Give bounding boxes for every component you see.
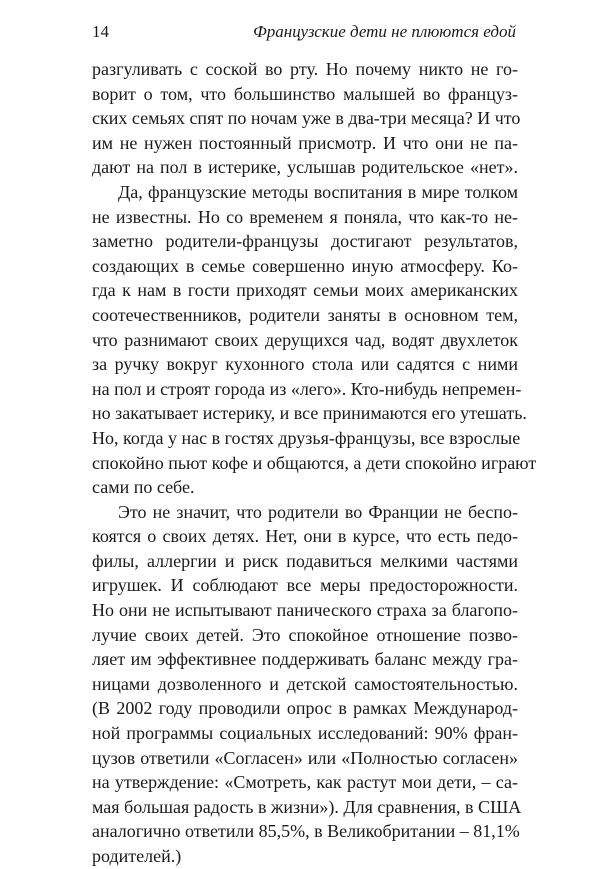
text-line: им не нужен постоянный присмотр. И что они не па- [92,132,518,153]
text-line: Это не значит, что родители во Франции не беспо- [118,501,518,522]
text-line: на утверждение: «Смотреть, как растут мои дети, – са- [92,772,518,793]
text-line: создающих в семье совершенно иную атмосферу. Ко- [92,255,518,276]
text-line: аналогично ответили 85,5%, в Великобритании – 81,1% [92,821,520,842]
text-line: лучие своих детей. Это спокойное отношение позво- [92,624,518,645]
text-line: ских семьях спят по ночам уже в два-три месяца? И что [92,108,521,129]
text-line: (В 2002 году проводили опрос в рамках Международ- [92,698,518,719]
text-line: но закатывает истерику, и все принимаются его утешать. [92,403,527,424]
page-header [92,22,516,44]
text-line: спокойно пьют кофе и общаются, а дети спокойно играют [92,452,537,473]
text-line: не известны. Но со временем я поняла, что как-то не- [92,206,518,227]
text-line: цузов ответили «Согласен» или «Полностью согласен» [92,747,518,768]
text-line: за ручку вокруг кухонного стола или садятся с ними [92,354,518,375]
text-line: заметно родители-французы достигают результатов, [92,231,518,252]
text-line: коятся о своих детях. Нет, они в курсе, что есть педо- [92,526,518,547]
text-line: филы, аллергии и риск подавиться мелкими частями [92,550,518,571]
text-line: гда к нам в гости приходят семьи моих американских [92,280,518,301]
text-line: мая большая радость в жизни»). Для сравнения, в США [92,796,522,817]
text-line: соотечественников, родители заняты в основном тем, [92,304,518,325]
text-line: что разнимают своих дерущихся чад, водят двухлеток [92,329,518,350]
running-title: Французские дети не плюются едой [253,22,516,41]
body-text [92,57,537,869]
text-line: Да, французские методы воспитания в мире толком [118,181,518,202]
text-line: игрушек. И соблюдают все меры предосторожности. [92,575,518,596]
text-line: Но, когда у нас в гостях друзья-французы, все взрослые [92,427,521,448]
text-line: на пол и строят города из «лего». Кто-нибудь непремен- [92,378,522,399]
text-line: ворит о том, что большинство малышей во француз- [92,83,518,104]
text-line: родителей.) [92,846,182,866]
text-line: разгуливать с соской во рту. Но почему никто не го- [92,59,518,79]
text-line: Но они не испытывают панического страха за благопо- [92,600,518,621]
text-line: ницами дозволенного и детской самостоятельностью. [92,673,518,694]
page-number: 14 [92,22,109,41]
text-line: сами по себе. [92,477,195,498]
text-line: дают на пол в истерике, услышав родительское «нет». [92,157,518,178]
text-line: ной программы социальных исследований: 90% фран- [92,723,518,744]
text-line: ляет им эффективнее поддерживать баланс между гра- [92,649,518,670]
